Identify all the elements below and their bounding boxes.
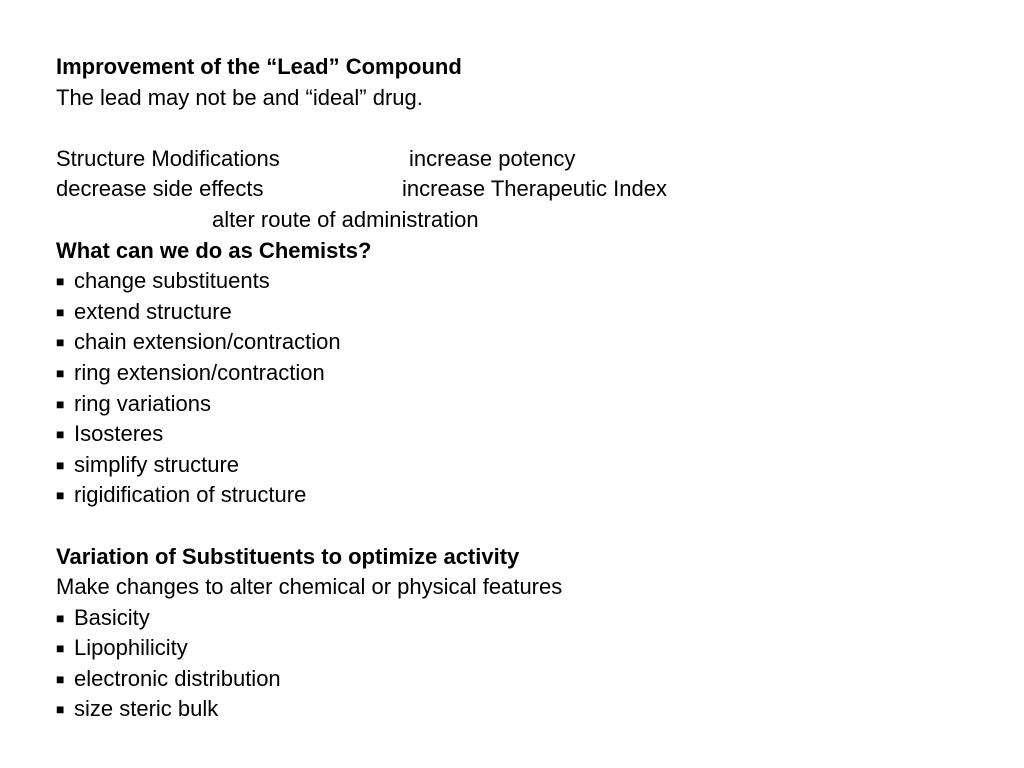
modification-row [56, 144, 996, 175]
spacer [56, 113, 996, 144]
bullet-icon: ■ [56, 334, 65, 351]
list-item: ■ size steric bulk [56, 694, 996, 725]
modification-route: alter route of administration [212, 206, 479, 232]
modification-structure: Structure Modifications [56, 145, 280, 171]
list-item: ■ Basicity [56, 603, 996, 634]
bullet-icon: ■ [56, 670, 65, 687]
list-item: ■ simplify structure [56, 450, 996, 481]
slide-content [56, 52, 996, 725]
list-item: ■ electronic distribution [56, 664, 996, 695]
bullet-icon: ■ [56, 426, 65, 443]
bullet-icon: ■ [56, 701, 65, 718]
bullet-icon: ■ [56, 456, 65, 473]
bullet-icon: ■ [56, 303, 65, 320]
heading-lead-compound: Improvement of the “Lead” Compound [56, 54, 462, 79]
bullet-icon: ■ [56, 609, 65, 626]
heading-substituents: Variation of Substituents to optimize activity [56, 543, 520, 569]
bullet-icon: ■ [56, 640, 65, 657]
list-item: ■ chain extension/contraction [56, 327, 996, 358]
substituent-intro: Make changes to alter chemical or physical features [56, 574, 563, 600]
substituent-list [56, 603, 996, 725]
bullet-icon: ■ [56, 487, 65, 504]
list-item: ■ change substituents [56, 266, 996, 297]
bullet-icon: ■ [56, 273, 65, 290]
list-item: ■ Lipophilicity [56, 633, 996, 664]
modification-potency: increase potency [409, 145, 576, 171]
modification-row [56, 174, 996, 205]
modification-therapeutic-index: increase Therapeutic Index [402, 176, 667, 202]
intro-text: The lead may not be and “ideal” drug. [56, 84, 423, 110]
list-item: ■ ring extension/contraction [56, 358, 996, 389]
bullet-icon: ■ [56, 364, 65, 381]
list-item: ■ rigidification of structure [56, 480, 996, 511]
bullet-icon: ■ [56, 395, 65, 412]
modification-side-effects: decrease side effects [56, 176, 264, 202]
chemist-list [56, 266, 996, 511]
list-item: ■ Isosteres [56, 419, 996, 450]
heading-chemists: What can we do as Chemists? [56, 237, 372, 263]
spacer [56, 511, 996, 542]
list-item: ■ extend structure [56, 297, 996, 328]
list-item: ■ ring variations [56, 389, 996, 420]
